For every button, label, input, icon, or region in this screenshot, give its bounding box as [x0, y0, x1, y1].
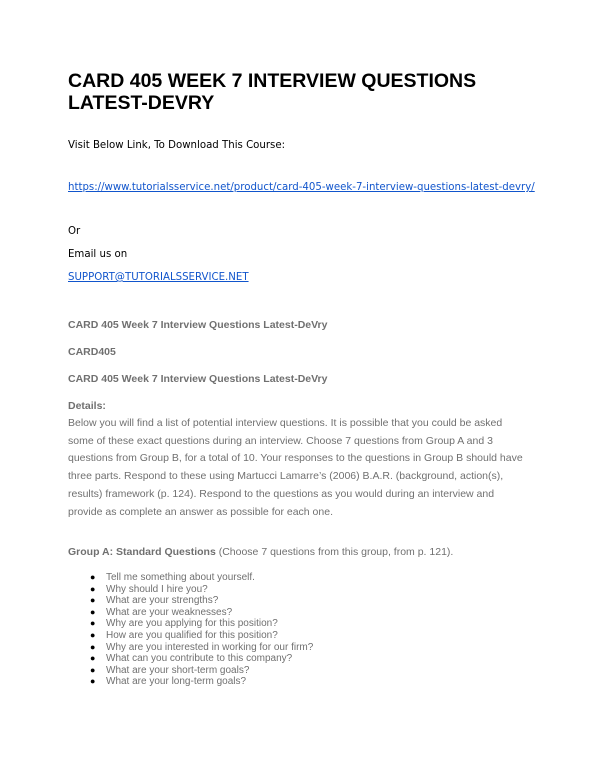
bullet-icon: ● [90, 641, 96, 652]
bullet-icon: ● [90, 583, 96, 594]
question-text: Tell me something about yourself. [106, 572, 255, 583]
bullet-icon: ● [90, 664, 96, 675]
question-text: What are your weaknesses? [106, 606, 233, 618]
question-text: Why are you applying for this position? [106, 618, 278, 630]
bullet-icon: ● [90, 618, 96, 629]
product-subheading: CARD 405 Week 7 Interview Questions Latest-DeVry [68, 373, 328, 385]
question-text: What are your long-term goals? [106, 676, 247, 688]
group-a-label: Group A: Standard Questions [68, 546, 216, 558]
question-text: Why are you interested in working for our firm? [106, 641, 314, 653]
details-paragraph: Below you will find a list of potential interview questions. It is possible that you could be asked some of these exact questions during an interview. Choose 7 questions from Group A and 3 questions from Group B, for a total of 10. Your responses to the questions in Group B should have three parts. Respond to these using Martucci Lamarre’s (2006) B.A.R. (background, action(s), results) framework (p. 124). Respond to the questions as you would during an interview and provide as complete an answer as possible for each one. [68, 417, 523, 518]
support-email-link[interactable]: SUPPORT@TUTORIALSSERVICE.NET [68, 272, 249, 283]
document-title: CARD 405 WEEK 7 INTERVIEW QUESTIONS LATEST-DEVRY [68, 70, 477, 114]
question-text: How are you qualified for this position? [106, 629, 278, 641]
course-code: CARD405 [68, 346, 116, 358]
question-text: Why should I hire you? [106, 583, 208, 595]
question-text: What are your strengths? [106, 595, 219, 607]
or-text: Or [68, 226, 81, 237]
course-link[interactable]: https://www.tutorialsservice.net/product/card-405-week-7-interview-questions-latest-devry/ [68, 182, 535, 193]
bullet-icon: ● [90, 653, 96, 664]
question-text: What are your short-term goals? [106, 664, 250, 676]
bullet-icon: ● [90, 676, 96, 687]
bullet-icon: ● [90, 629, 96, 640]
details-label: Details: [68, 400, 106, 412]
question-text: What can you contribute to this company? [106, 653, 293, 665]
group-a-note: (Choose 7 questions from this group, from p. 121). [215, 546, 454, 558]
group-a-heading [68, 546, 453, 558]
bullet-icon: ● [90, 572, 96, 582]
email-label: Email us on [68, 249, 128, 260]
bullet-icon: ● [90, 606, 96, 617]
product-heading: CARD 405 Week 7 Interview Questions Latest-DeVry [68, 319, 328, 331]
bullet-icon: ● [90, 595, 96, 606]
visit-instruction: Visit Below Link, To Download This Course: [68, 140, 286, 151]
